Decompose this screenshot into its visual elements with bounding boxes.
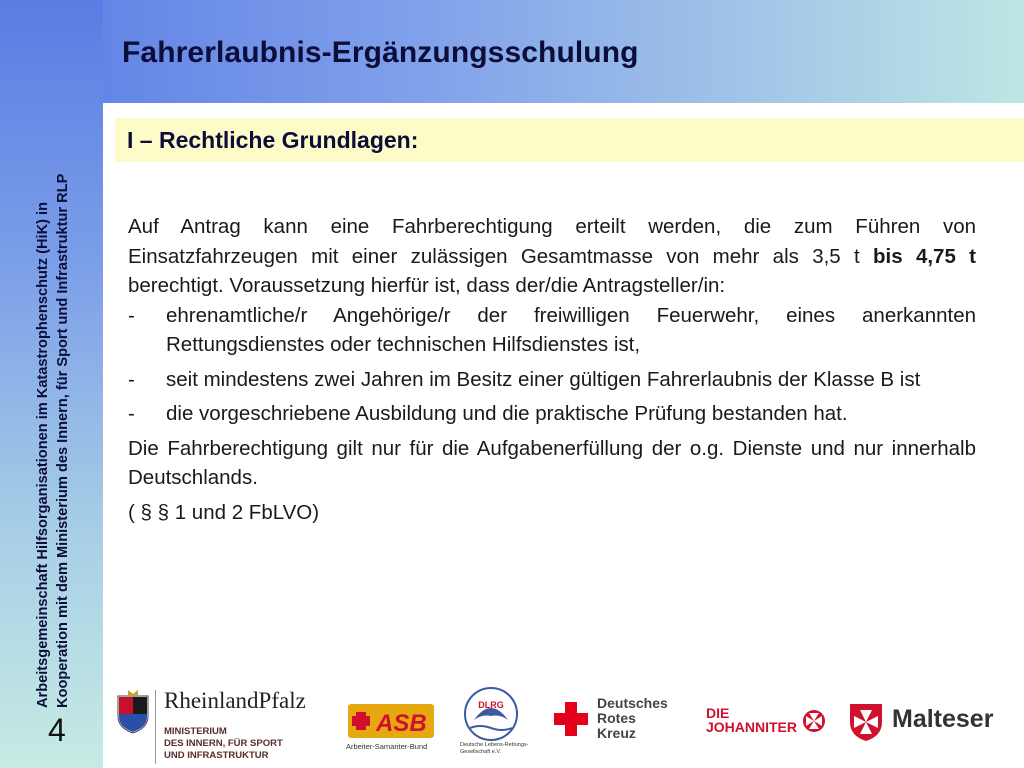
- malteser-shield-icon: [848, 702, 884, 742]
- section-bar: [115, 118, 1024, 162]
- sidebar-caption: [33, 68, 73, 708]
- sidebar-caption-line1: Arbeitsgemeinschaft Hilfsorganisationen im Katastrophenschutz (HiK) in: [35, 202, 51, 708]
- asb-logo-text: ASB: [376, 710, 427, 737]
- rlp-crest-icon: [114, 690, 152, 734]
- sidebar-caption-line2: Kooperation mit dem Ministerium des Innern, für Sport und Infrastruktur RLP: [55, 173, 71, 708]
- legal-reference: ( § § 1 und 2 FbLVO): [128, 500, 320, 524]
- section-title: I – Rechtliche Grundlagen:: [127, 127, 419, 153]
- page-number: 4: [48, 712, 66, 748]
- closing-paragraph: Die Fahrberechtigung gilt nur für die Aufgabenerfüllung der o.g. Dienste und nur innerhalb Deutschlands.: [128, 436, 976, 489]
- intro-paragraph: [128, 212, 976, 301]
- bullet-text: die vorgeschriebene Ausbildung und die praktische Prüfung bestanden hat.: [166, 402, 848, 425]
- bullet-text: seit mindestens zwei Jahren im Besitz einer gültigen Fahrerlaubnis der Klasse B ist: [166, 367, 921, 391]
- rlp-logo-text: RheinlandPfalz: [164, 688, 306, 713]
- drk-logo-text: Deutsches Rotes Kreuz: [597, 695, 668, 741]
- bullet-item: [128, 301, 976, 360]
- malteser-logo-text: Malteser: [892, 705, 994, 733]
- bullet-marker: -: [128, 402, 135, 425]
- asb-logo-icon: [348, 704, 434, 738]
- johanniter-cross-icon: [803, 710, 825, 732]
- bullet-item: [128, 365, 976, 395]
- dlrg-logo-text: DLRG: [478, 700, 504, 710]
- slide-title: Fahrerlaubnis-Ergänzungsschulung: [122, 36, 639, 69]
- asb-subtitle: Arbeiter-Samariter-Bund: [346, 742, 428, 751]
- intro-bold: bis 4,75 t: [873, 244, 976, 268]
- intro-text-a: Auf Antrag kann eine Fahrberechtigung erteilt werden, die zum Führen von Einsatzfahrzeugen mit einer zulässigen Gesamtmasse von mehr als 3,5 t: [128, 215, 976, 268]
- bullet-item: [128, 399, 976, 429]
- dlrg-subtitle: Deutsche Lebens-Rettungs-Gesellschaft e.V.: [460, 742, 529, 755]
- dlrg-eagle-icon: [460, 686, 522, 742]
- intro-text-b: berechtigt. Voraussetzung hierfür ist, dass der/die Antragsteller/in:: [128, 274, 726, 297]
- johanniter-logo-text: DIE JOHANNITER: [706, 705, 798, 735]
- bullet-text: ehrenamtliche/r Angehörige/r der freiwilligen Feuerwehr, eines anerkannten Rettungsdienstes oder technischen Hilfsdienstes ist,: [166, 303, 976, 356]
- red-cross-icon: [554, 702, 588, 736]
- logo-strip: [108, 684, 1024, 768]
- rlp-divider: [155, 690, 156, 764]
- bullet-marker: -: [128, 367, 135, 391]
- rlp-ministry-text: MINISTERIUM DES INNERN, FÜR SPORT UND INFRASTRUKTUR: [164, 726, 283, 761]
- bullet-marker: -: [128, 303, 135, 327]
- content-body: [128, 212, 976, 527]
